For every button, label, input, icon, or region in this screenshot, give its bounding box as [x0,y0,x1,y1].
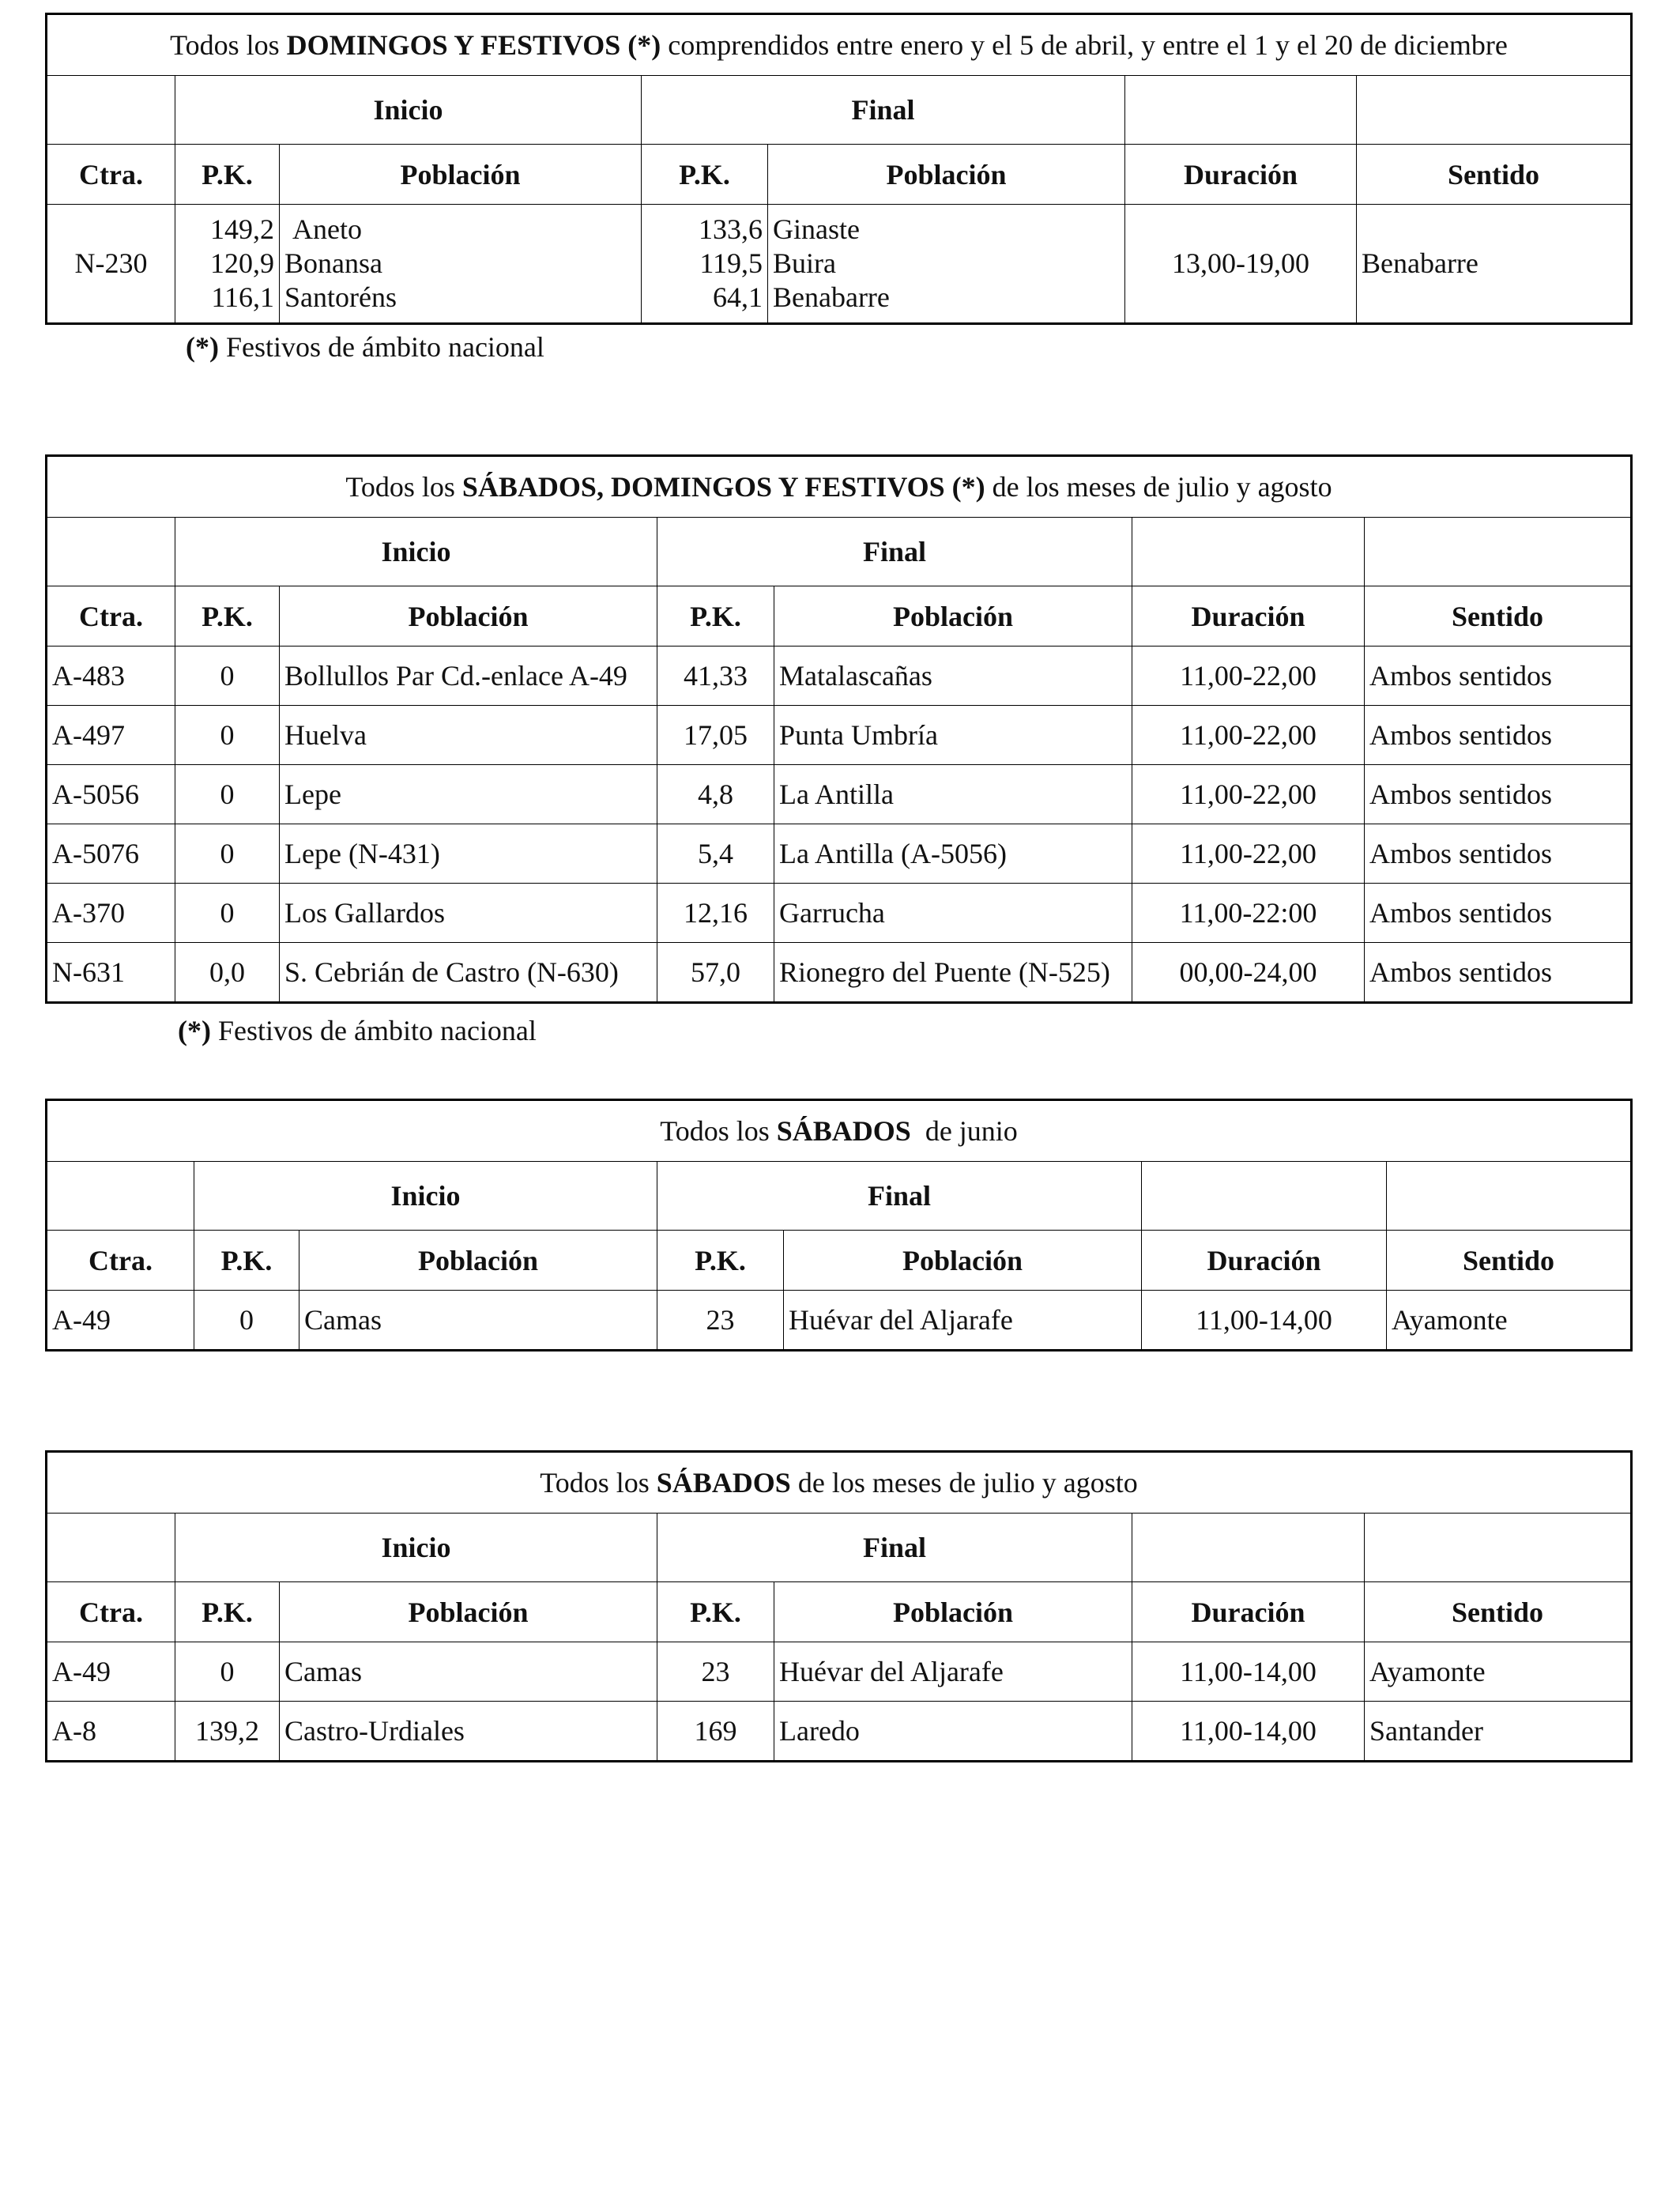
pk-start-cell: 0 [194,1291,299,1351]
empty-cell [1142,1162,1387,1231]
duracion-header: Duración [1125,145,1357,205]
poblacion-start-cell: Los Gallardos [280,884,657,943]
restriction-table-sabados-junio [45,1099,1633,1351]
poblacion-start-cell: Bollullos Par Cd.-enlace A-49 [280,647,657,706]
poblacion-end-cell: La Antilla (A-5056) [774,824,1132,884]
footnote: (*) Festivos de ámbito nacional [178,1015,537,1046]
poblacion-end-cell: Matalascañas [774,647,1132,706]
restriction-table-domingos-festivos [45,13,1633,325]
sentido-cell: Ambos sentidos [1365,884,1632,943]
pk-start-cell: 0 [175,765,280,824]
sentido-cell: Ambos sentidos [1365,943,1632,1003]
table-row [47,647,1632,706]
pk-end-cell: 57,0 [657,943,774,1003]
table-row [47,765,1632,824]
duracion-cell: 11,00-22:00 [1132,884,1365,943]
empty-cell [1387,1162,1632,1231]
ctra-cell: A-497 [47,706,175,765]
sentido-cell: Ambos sentidos [1365,706,1632,765]
duracion-header: Duración [1132,586,1365,647]
empty-cell [1125,76,1357,145]
empty-cell [1132,1514,1365,1582]
poblacion-end-header: Población [774,586,1132,647]
pk-end-cell: 23 [657,1642,774,1702]
duracion-cell: 11,00-22,00 [1132,706,1365,765]
ctra-cell: N-631 [47,943,175,1003]
ctra-cell: A-483 [47,647,175,706]
poblacion-end-cell: Laredo [774,1702,1132,1762]
ctra-header: Ctra. [47,1582,175,1642]
sentido-cell: Ayamonte [1387,1291,1632,1351]
duracion-cell: 11,00-22,00 [1132,824,1365,884]
sentido-header: Sentido [1365,1582,1632,1642]
sentido-cell: Ambos sentidos [1365,824,1632,884]
poblacion-start-cell: Camas [280,1642,657,1702]
pk-start-cell: 149,2 120,9 116,1 [175,205,280,324]
inicio-header: Inicio [175,518,657,586]
ctra-header: Ctra. [47,1231,194,1291]
ctra-cell: A-8 [47,1702,175,1762]
pk-start-cell: 0 [175,706,280,765]
duracion-header: Duración [1142,1231,1387,1291]
restriction-table-sabados-julio-agosto [45,1450,1633,1762]
empty-cell [1365,1514,1632,1582]
pk-start-cell: 0 [175,824,280,884]
poblacion-end-cell: La Antilla [774,765,1132,824]
poblacion-start-cell: Castro-Urdiales [280,1702,657,1762]
pk-end-cell: 133,6 119,5 64,1 [642,205,768,324]
poblacion-start-header: Población [280,145,642,205]
duracion-cell: 13,00-19,00 [1125,205,1357,324]
empty-cell [47,518,175,586]
duracion-cell: 11,00-22,00 [1132,647,1365,706]
pk-end-cell: 41,33 [657,647,774,706]
table-row [47,1291,1632,1351]
pk-end-header: P.K. [657,1231,784,1291]
poblacion-end-cell: Garrucha [774,884,1132,943]
sentido-cell: Ayamonte [1365,1642,1632,1702]
poblacion-end-header: Población [784,1231,1142,1291]
empty-cell [47,76,175,145]
poblacion-start-cell: Huelva [280,706,657,765]
poblacion-end-cell: Punta Umbría [774,706,1132,765]
ctra-cell: N-230 [47,205,175,324]
poblacion-end-cell: Rionegro del Puente (N-525) [774,943,1132,1003]
final-header: Final [657,518,1132,586]
empty-cell [1365,518,1632,586]
poblacion-start-cell: S. Cebrián de Castro (N-630) [280,943,657,1003]
inicio-header: Inicio [175,1514,657,1582]
ctra-header: Ctra. [47,586,175,647]
table-row [47,706,1632,765]
pk-start-header: P.K. [194,1231,299,1291]
poblacion-start-cell: Lepe (N-431) [280,824,657,884]
ctra-cell: A-5076 [47,824,175,884]
table-row [47,943,1632,1003]
final-header: Final [657,1162,1142,1231]
footnote: (*) Festivos de ámbito nacional [186,331,544,363]
poblacion-end-cell: Ginaste Buira Benabarre [768,205,1125,324]
sentido-header: Sentido [1387,1231,1632,1291]
ctra-header: Ctra. [47,145,175,205]
pk-end-header: P.K. [657,1582,774,1642]
table-title: Todos los SÁBADOS de junio [47,1100,1632,1162]
table-row [47,1702,1632,1762]
pk-start-cell: 0,0 [175,943,280,1003]
poblacion-start-cell: Lepe [280,765,657,824]
sentido-header: Sentido [1365,586,1632,647]
table-row [47,884,1632,943]
pk-start-header: P.K. [175,1582,280,1642]
poblacion-end-header: Población [774,1582,1132,1642]
pk-start-cell: 0 [175,1642,280,1702]
poblacion-end-header: Población [768,145,1125,205]
sentido-cell: Benabarre [1357,205,1632,324]
table-row [47,824,1632,884]
table-row [47,1642,1632,1702]
poblacion-start-cell: Camas [299,1291,657,1351]
duracion-header: Duración [1132,1582,1365,1642]
sentido-cell: Ambos sentidos [1365,765,1632,824]
ctra-cell: A-5056 [47,765,175,824]
ctra-cell: A-370 [47,884,175,943]
empty-cell [47,1162,194,1231]
table-title: Todos los DOMINGOS Y FESTIVOS (*) comprendidos entre enero y el 5 de abril, y entre el 1 y el 20 de diciembre [47,14,1632,76]
pk-end-cell: 23 [657,1291,784,1351]
final-header: Final [657,1514,1132,1582]
ctra-cell: A-49 [47,1642,175,1702]
pk-end-cell: 12,16 [657,884,774,943]
duracion-cell: 11,00-14,00 [1132,1702,1365,1762]
empty-cell [1357,76,1632,145]
sentido-cell: Ambos sentidos [1365,647,1632,706]
restriction-table-sabados-domingos-festivos [45,454,1633,1004]
empty-cell [47,1514,175,1582]
pk-start-cell: 0 [175,884,280,943]
inicio-header: Inicio [194,1162,657,1231]
poblacion-end-cell: Huévar del Aljarafe [774,1642,1132,1702]
duracion-cell: 00,00-24,00 [1132,943,1365,1003]
pk-end-header: P.K. [657,586,774,647]
sentido-header: Sentido [1357,145,1632,205]
duracion-cell: 11,00-14,00 [1142,1291,1387,1351]
empty-cell [1132,518,1365,586]
ctra-cell: A-49 [47,1291,194,1351]
final-header: Final [642,76,1125,145]
poblacion-start-header: Población [299,1231,657,1291]
duracion-cell: 11,00-14,00 [1132,1642,1365,1702]
poblacion-start-header: Población [280,586,657,647]
pk-end-cell: 17,05 [657,706,774,765]
pk-end-cell: 4,8 [657,765,774,824]
table-title: Todos los SÁBADOS de los meses de julio y agosto [47,1452,1632,1514]
pk-end-cell: 5,4 [657,824,774,884]
pk-end-cell: 169 [657,1702,774,1762]
pk-start-cell: 0 [175,647,280,706]
pk-start-cell: 139,2 [175,1702,280,1762]
pk-start-header: P.K. [175,145,280,205]
poblacion-start-cell: Aneto Bonansa Santoréns [280,205,642,324]
duracion-cell: 11,00-22,00 [1132,765,1365,824]
table-title: Todos los SÁBADOS, DOMINGOS Y FESTIVOS (*) de los meses de julio y agosto [47,456,1632,518]
pk-start-header: P.K. [175,586,280,647]
table-row [47,205,1632,324]
poblacion-end-cell: Huévar del Aljarafe [784,1291,1142,1351]
sentido-cell: Santander [1365,1702,1632,1762]
poblacion-start-header: Población [280,1582,657,1642]
pk-end-header: P.K. [642,145,768,205]
inicio-header: Inicio [175,76,642,145]
